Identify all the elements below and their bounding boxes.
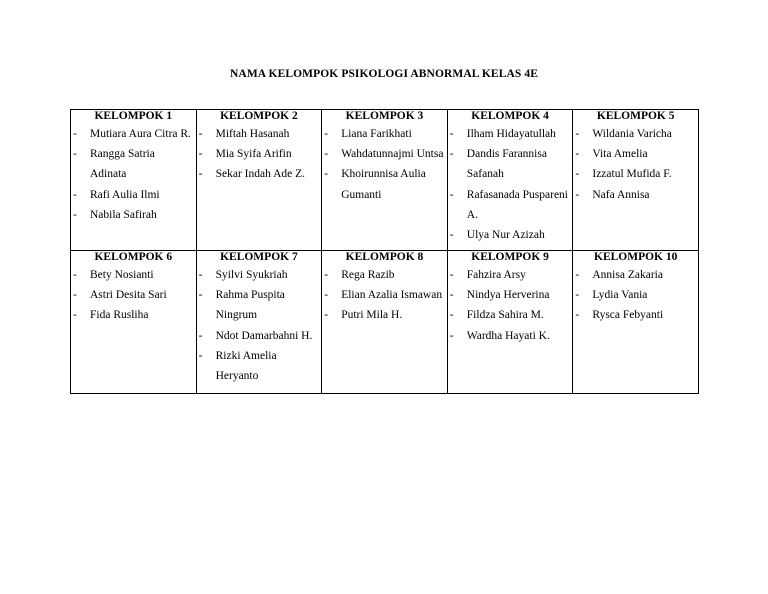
group-cell [447,251,573,394]
member-name: Annisa Zakaria [592,269,663,281]
list-item [322,305,447,325]
list-marker: - [198,289,203,302]
list-marker: - [324,269,329,281]
list-item [71,265,196,285]
group-title: KELOMPOK 9 [471,251,549,263]
list-marker: - [575,148,580,161]
list-marker: - [73,188,77,201]
list-item [322,124,447,144]
list-item [448,124,573,144]
group-title: KELOMPOK 6 [94,251,173,263]
list-marker: - [198,168,203,181]
group-cell [71,110,197,251]
list-item [197,124,322,144]
member-name: Wahdatunnajmi Untsa [341,148,444,161]
group-cell [196,110,322,251]
list-item [71,124,196,144]
member-list [448,265,573,346]
list-item [197,346,322,386]
list-marker: - [73,309,77,322]
list-marker: - [198,128,203,140]
list-item [573,185,698,205]
member-name: Rega Razib [341,269,395,281]
list-marker: - [198,269,203,281]
member-name: Liana Farikhati [341,128,412,140]
member-name: Dandis Farannisa Safanah [466,148,547,181]
list-item [197,265,322,285]
member-name: Wildania Varicha [592,128,672,140]
list-marker: - [198,349,203,362]
member-name: Mutiara Aura Citra R. [90,128,191,140]
list-marker: - [449,309,454,322]
list-marker: - [575,269,580,281]
list-item [573,124,698,144]
list-item [448,265,573,285]
list-item [573,144,698,164]
member-name: Nindya Herverina [466,289,550,302]
group-cell [322,110,448,251]
group-cell [573,251,699,394]
member-list [573,265,698,326]
list-marker: - [73,289,77,302]
group-cell [196,251,322,394]
list-marker: - [449,229,454,242]
member-list [322,124,447,205]
group-title: KELOMPOK 7 [220,251,298,263]
list-marker: - [449,188,454,201]
list-marker: - [449,148,454,161]
member-name: Fildza Sahira M. [466,309,544,322]
group-title: KELOMPOK 1 [94,110,173,122]
member-name: Vita Amelia [592,148,648,161]
list-marker: - [73,269,77,281]
member-name: Astri Desita Sari [90,289,167,302]
list-marker: - [198,329,203,342]
list-item [322,164,447,204]
member-list [322,265,447,326]
group-title: KELOMPOK 10 [594,251,678,263]
list-item [322,265,447,285]
member-name: Rangga Satria Adinata [90,148,155,181]
member-name: Rahma Puspita Ningrum [215,289,285,322]
list-marker: - [324,309,329,322]
list-item [573,164,698,184]
list-marker: - [73,208,77,221]
group-cell [322,251,448,394]
member-name: Ndot Damarbahni H. [215,329,313,342]
list-marker: - [449,289,454,302]
member-name: Ilham Hidayatullah [466,128,556,140]
list-marker: - [449,128,454,140]
list-item [573,285,698,305]
list-item [71,185,196,205]
member-name: Putri Mila H. [341,309,403,322]
member-name: Nabila Safirah [90,208,157,221]
member-name: Miftah Hasanah [215,128,290,140]
table-row [71,110,699,251]
list-item [322,285,447,305]
group-cell [71,251,197,394]
list-marker: - [575,289,580,302]
member-list [71,124,196,225]
member-name: Bety Nosianti [90,269,154,281]
group-title: KELOMPOK 3 [345,110,424,122]
list-item [448,185,573,225]
list-item [448,285,573,305]
member-name: Rysca Febyanti [592,309,664,322]
list-marker: - [324,148,329,161]
list-item [448,305,573,325]
member-name: Nafa Annisa [592,188,650,201]
document-title: NAMA KELOMPOK PSIKOLOGI ABNORMAL KELAS 4E [230,68,538,80]
list-item [448,225,573,245]
list-item [71,305,196,325]
list-item [197,326,322,346]
list-item [197,164,322,184]
group-title: KELOMPOK 4 [471,110,549,122]
list-item [197,285,322,325]
list-marker: - [324,168,329,181]
list-item [448,144,573,184]
groups-table [70,109,699,394]
group-title: KELOMPOK 5 [596,110,675,122]
list-item [71,285,196,305]
member-name: Khoirunnisa Aulia Gumanti [341,168,426,201]
member-name: Elian Azalia Ismawan [341,289,443,302]
list-item [71,205,196,225]
table-row [71,251,699,394]
list-marker: - [575,128,580,140]
member-name: Rizki Amelia Heryanto [215,349,277,383]
member-name: Sekar Indah Ade Z. [215,168,306,181]
member-name: Fahzira Arsy [466,269,526,281]
member-list [448,124,573,245]
list-item [71,144,196,184]
group-cell [447,110,573,251]
member-name: Fida Rusliha [90,309,149,322]
list-item [573,265,698,285]
list-marker: - [575,309,580,322]
list-marker: - [73,148,77,161]
list-marker: - [449,329,454,342]
list-item [573,305,698,325]
list-item [197,144,322,164]
list-marker: - [575,188,580,201]
group-title: KELOMPOK 8 [345,251,424,263]
list-marker: - [449,269,454,281]
list-marker: - [73,128,77,140]
list-marker: - [324,289,329,302]
list-item [448,326,573,346]
member-list [197,124,322,185]
member-name: Syilvi Syukriah [215,269,288,281]
list-marker: - [198,148,203,161]
member-list [573,124,698,205]
member-name: Mia Syifa Arifin [215,148,292,161]
member-name: Rafasanada Puspareni A. [466,188,569,221]
member-name: Rafi Aulia Ilmi [90,188,160,201]
group-cell [573,110,699,251]
member-name: Ulya Nur Azizah [466,229,545,242]
group-title: KELOMPOK 2 [220,110,298,122]
list-item [322,144,447,164]
member-list [71,265,196,326]
list-marker: - [324,128,329,140]
member-name: Wardha Hayati K. [466,329,550,342]
member-name: Izzatul Mufida F. [592,168,672,181]
member-list [197,265,322,386]
list-marker: - [575,168,580,181]
member-name: Lydia Vania [592,289,648,302]
